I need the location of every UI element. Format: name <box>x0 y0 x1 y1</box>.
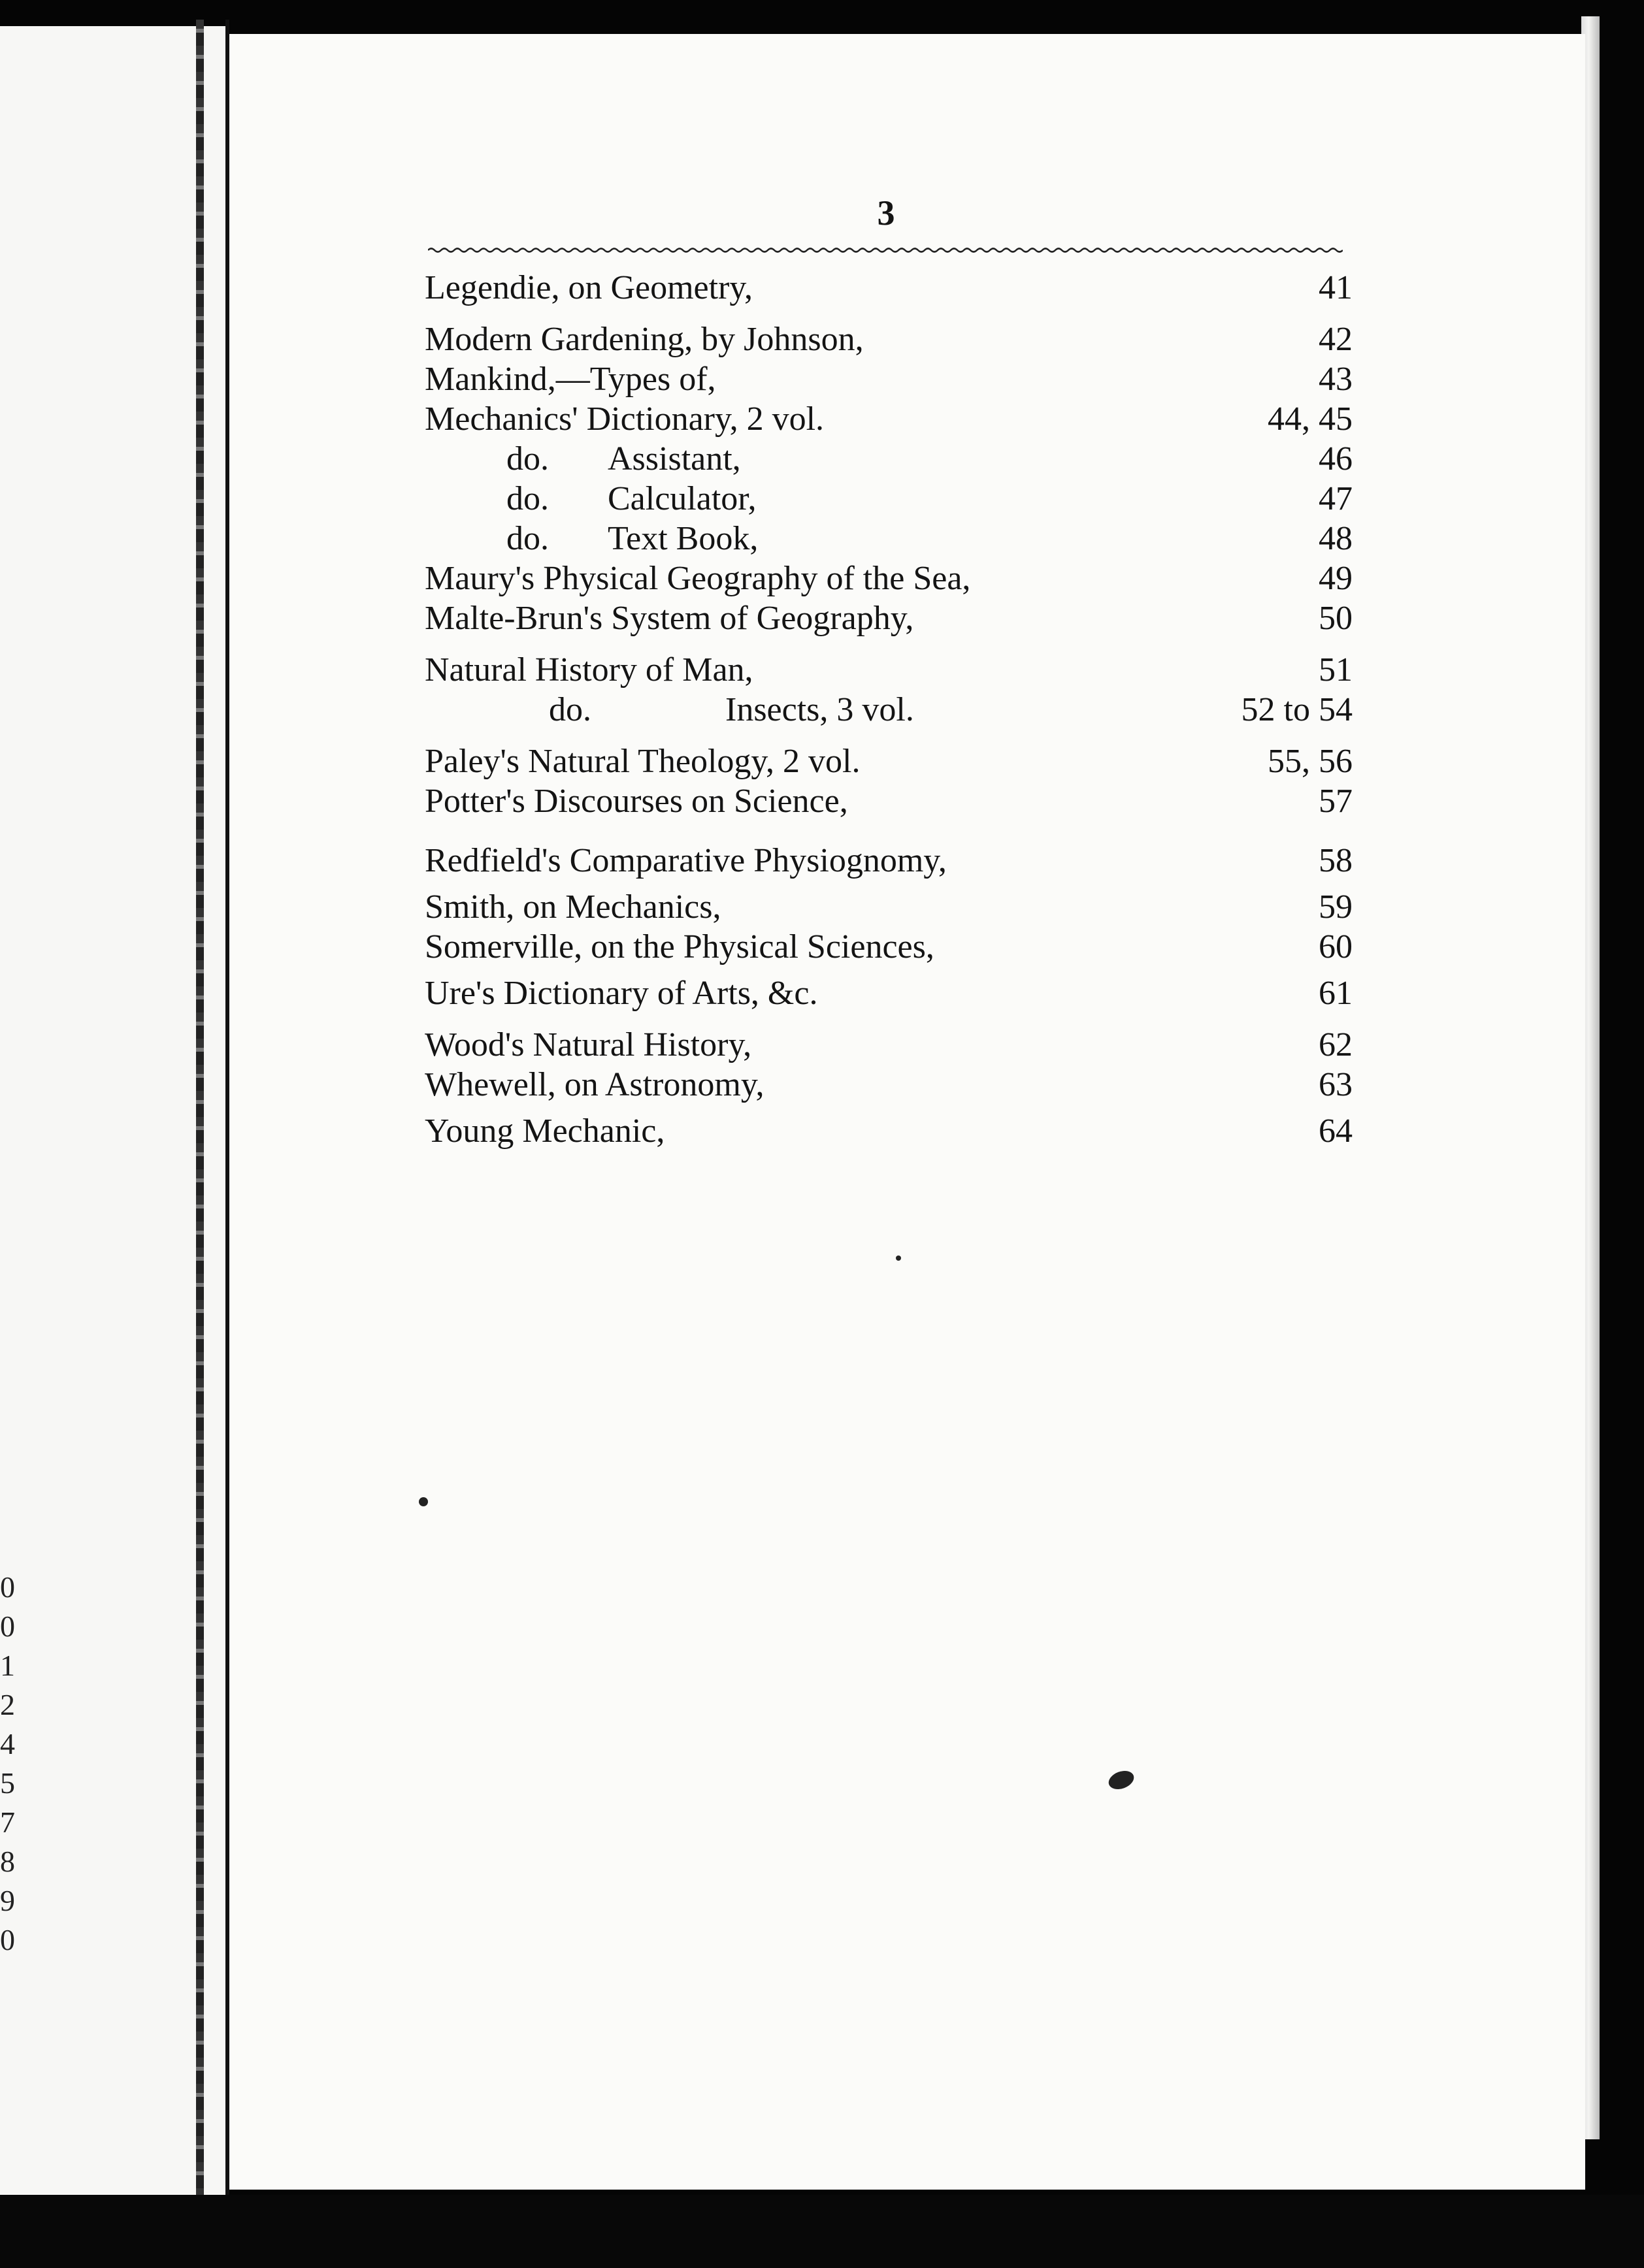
ink-speck <box>896 1256 901 1261</box>
entry-page-ref: 44, 45 <box>1268 400 1353 438</box>
ink-speck <box>419 1497 428 1506</box>
entry-title: Mankind,—Types of, <box>425 361 716 398</box>
catalogue-entry <box>425 973 1353 1013</box>
entry-title: Maury's Physical Geography of the Sea, <box>425 560 971 597</box>
margin-number: 8 <box>0 1845 15 1878</box>
binding-stitch-line <box>196 20 204 2195</box>
catalogue-entry-ditto <box>425 519 1353 559</box>
catalogue-entry <box>425 359 1353 399</box>
entry-title: Ure's Dictionary of Arts, &c. <box>425 975 818 1012</box>
page-number: 3 <box>877 193 895 233</box>
entry-page-ref: 60 <box>1319 928 1353 965</box>
margin-number: 0 <box>0 1570 15 1604</box>
header-wavy-rule <box>428 247 1343 253</box>
catalogue-entry <box>425 1065 1353 1105</box>
entry-title: Assistant, <box>608 440 741 478</box>
entry-page-ref: 48 <box>1319 520 1353 557</box>
catalogue-entry <box>425 741 1353 781</box>
entry-page-ref: 52 to 54 <box>1241 691 1353 728</box>
entry-title: Whewell, on Astronomy, <box>425 1066 764 1103</box>
entry-page-ref: 42 <box>1319 321 1353 358</box>
margin-number: 2 <box>0 1688 15 1721</box>
catalogue-entry-ditto <box>425 690 1353 730</box>
catalogue-entry <box>425 650 1353 690</box>
entry-page-ref: 64 <box>1319 1112 1353 1150</box>
ditto-mark: do. <box>506 440 549 478</box>
margin-number: 1 <box>0 1649 15 1682</box>
entry-page-ref: 49 <box>1319 560 1353 597</box>
entry-page-ref: 47 <box>1319 480 1353 517</box>
entry-title: Insects, 3 vol. <box>725 691 914 728</box>
catalogue-entry <box>425 598 1353 638</box>
catalogue-entry <box>425 399 1353 439</box>
entry-title: Redfield's Comparative Physiognomy, <box>425 842 947 879</box>
previous-page-edge <box>0 26 225 2195</box>
catalogue-entry <box>425 319 1353 359</box>
catalogue-entry <box>425 927 1353 967</box>
entry-page-ref: 41 <box>1319 269 1353 306</box>
catalogue-entry <box>425 887 1353 927</box>
entry-title: Natural History of Man, <box>425 651 753 688</box>
entry-title: Legendie, on Geometry, <box>425 269 753 306</box>
entry-page-ref: 51 <box>1319 651 1353 688</box>
margin-number: 4 <box>0 1727 15 1760</box>
entry-page-ref: 58 <box>1319 842 1353 879</box>
entry-page-ref: 61 <box>1319 975 1353 1012</box>
margin-number: 7 <box>0 1806 15 1839</box>
catalogue-entry-ditto <box>425 439 1353 479</box>
entry-page-ref: 63 <box>1319 1066 1353 1103</box>
entry-page-ref: 59 <box>1319 888 1353 926</box>
scan-background-bottom <box>0 2195 1644 2268</box>
ditto-mark: do. <box>549 691 591 728</box>
previous-page-margin-numbers <box>0 1568 20 1960</box>
catalogue-entry <box>425 781 1353 821</box>
catalogue-entry <box>425 268 1353 308</box>
entry-page-ref: 50 <box>1319 600 1353 637</box>
ink-blot <box>1106 1768 1136 1792</box>
entry-title: Wood's Natural History, <box>425 1026 752 1063</box>
entry-title: Smith, on Mechanics, <box>425 888 721 926</box>
entry-title: Paley's Natural Theology, 2 vol. <box>425 743 861 780</box>
entry-title: Malte-Brun's System of Geography, <box>425 600 914 637</box>
ditto-mark: do. <box>506 520 549 557</box>
margin-number: 9 <box>0 1884 15 1917</box>
margin-number: 5 <box>0 1766 15 1800</box>
catalogue-entry <box>425 559 1353 598</box>
entry-title: Text Book, <box>608 520 759 557</box>
margin-number: 0 <box>0 1923 15 1956</box>
entry-title: Young Mechanic, <box>425 1112 665 1150</box>
margin-number: 0 <box>0 1610 15 1643</box>
entry-title: Somerville, on the Physical Sciences, <box>425 928 934 965</box>
catalogue-entry <box>425 841 1353 881</box>
entry-page-ref: 43 <box>1319 361 1353 398</box>
entry-title: Potter's Discourses on Science, <box>425 783 848 820</box>
ditto-mark: do. <box>506 480 549 517</box>
catalogue-entry-ditto <box>425 479 1353 519</box>
catalogue-list <box>425 268 1353 1151</box>
entry-page-ref: 57 <box>1319 783 1353 820</box>
entry-title: Mechanics' Dictionary, 2 vol. <box>425 400 825 438</box>
entry-title: Modern Gardening, by Johnson, <box>425 321 864 358</box>
entry-page-ref: 62 <box>1319 1026 1353 1063</box>
entry-page-ref: 55, 56 <box>1268 743 1353 780</box>
entry-page-ref: 46 <box>1319 440 1353 478</box>
catalogue-entry <box>425 1025 1353 1065</box>
catalogue-entry <box>425 1111 1353 1151</box>
entry-title: Calculator, <box>608 480 757 517</box>
